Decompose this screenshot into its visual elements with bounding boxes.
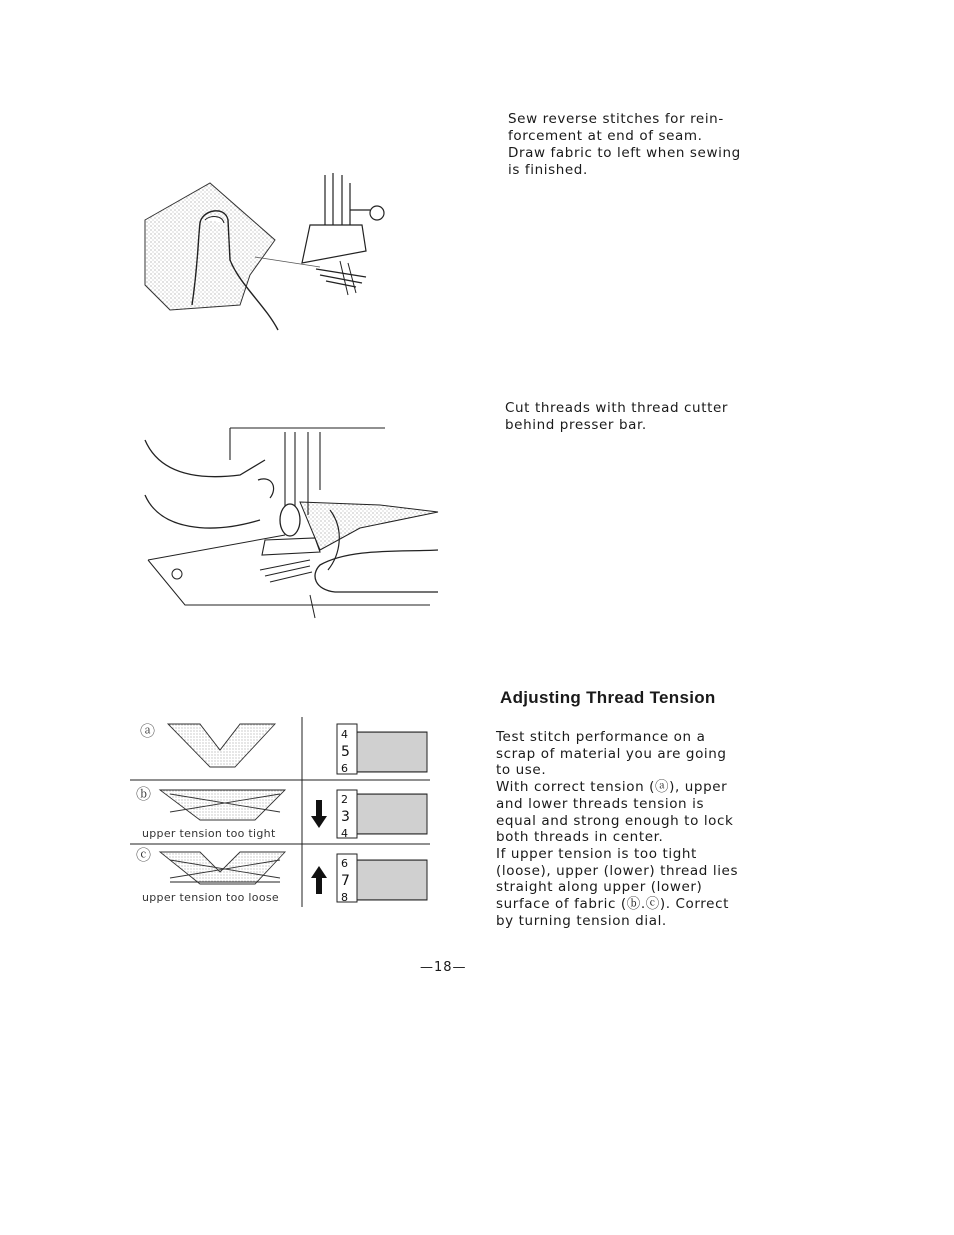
tension-line: both threads in center. bbox=[496, 829, 664, 846]
dial-b-top: 2 bbox=[341, 793, 348, 806]
reverse-stitch-illustration bbox=[130, 165, 400, 340]
reverse-stitch-line: Draw fabric to left when sewing bbox=[508, 145, 741, 161]
cut-threads-line: Cut threads with thread cutter bbox=[505, 400, 729, 416]
dial-a-top: 4 bbox=[341, 728, 348, 741]
tension-line: (loose), upper (lower) thread lies bbox=[496, 862, 739, 879]
reverse-stitch-line: forcement at end of seam. bbox=[508, 128, 703, 144]
caption-too-tight: upper tension too tight bbox=[142, 827, 276, 840]
caption-too-loose: upper tension too loose bbox=[142, 891, 279, 904]
cut-threads-line: behind presser bar. bbox=[505, 417, 647, 433]
hand-fabric-presser-foot-drawing bbox=[130, 165, 400, 340]
tension-line: straight along upper (lower) bbox=[496, 879, 703, 896]
marker-c: ⓒ bbox=[136, 846, 152, 864]
page-number: —18— bbox=[420, 960, 467, 975]
tension-line: With correct tension (ⓐ), upper bbox=[496, 779, 728, 796]
marker-b: ⓑ bbox=[136, 785, 152, 803]
too-tight-stitch bbox=[160, 790, 285, 820]
tension-line: Test stitch performance on a bbox=[496, 729, 706, 745]
arrow-down-icon bbox=[311, 800, 327, 828]
tension-instructions bbox=[496, 729, 738, 929]
reverse-stitch-instructions bbox=[508, 111, 741, 179]
tension-line: to use. bbox=[496, 762, 547, 779]
dial-a-mid: 5 bbox=[341, 744, 350, 760]
tension-diagram bbox=[130, 712, 440, 912]
dial-b-bottom: 4 bbox=[341, 827, 348, 840]
tension-line: If upper tension is too tight bbox=[496, 845, 697, 862]
tension-dial-a bbox=[337, 724, 427, 775]
thread-cutter-drawing bbox=[140, 420, 440, 620]
reverse-stitch-line: is finished. bbox=[508, 162, 588, 178]
dial-c-top: 6 bbox=[341, 857, 348, 870]
marker-a: ⓐ bbox=[140, 722, 156, 740]
tension-line: surface of fabric (ⓑ.ⓒ). Correct bbox=[496, 896, 729, 913]
tension-heading: Adjusting Thread Tension bbox=[500, 688, 716, 707]
tension-dial-b bbox=[337, 790, 427, 840]
tension-line: by turning tension dial. bbox=[496, 912, 667, 929]
correct-tension-stitch bbox=[168, 724, 275, 767]
thread-cutter-illustration bbox=[140, 420, 440, 620]
tension-line: equal and strong enough to lock bbox=[496, 812, 734, 829]
tension-line: scrap of material you are going bbox=[496, 745, 727, 762]
dial-a-bottom: 6 bbox=[341, 762, 348, 775]
cut-threads-instructions bbox=[505, 400, 728, 434]
arrow-up-icon bbox=[311, 866, 327, 894]
dial-c-bottom: 8 bbox=[341, 891, 348, 904]
reverse-stitch-line: Sew reverse stitches for rein- bbox=[508, 111, 724, 127]
tension-line: and lower threads tension is bbox=[496, 795, 705, 812]
tension-diagram-drawing bbox=[130, 712, 440, 912]
too-loose-stitch bbox=[160, 852, 285, 884]
dial-b-mid: 3 bbox=[341, 809, 350, 825]
tension-dial-c bbox=[337, 854, 427, 904]
dial-c-mid: 7 bbox=[341, 873, 350, 889]
